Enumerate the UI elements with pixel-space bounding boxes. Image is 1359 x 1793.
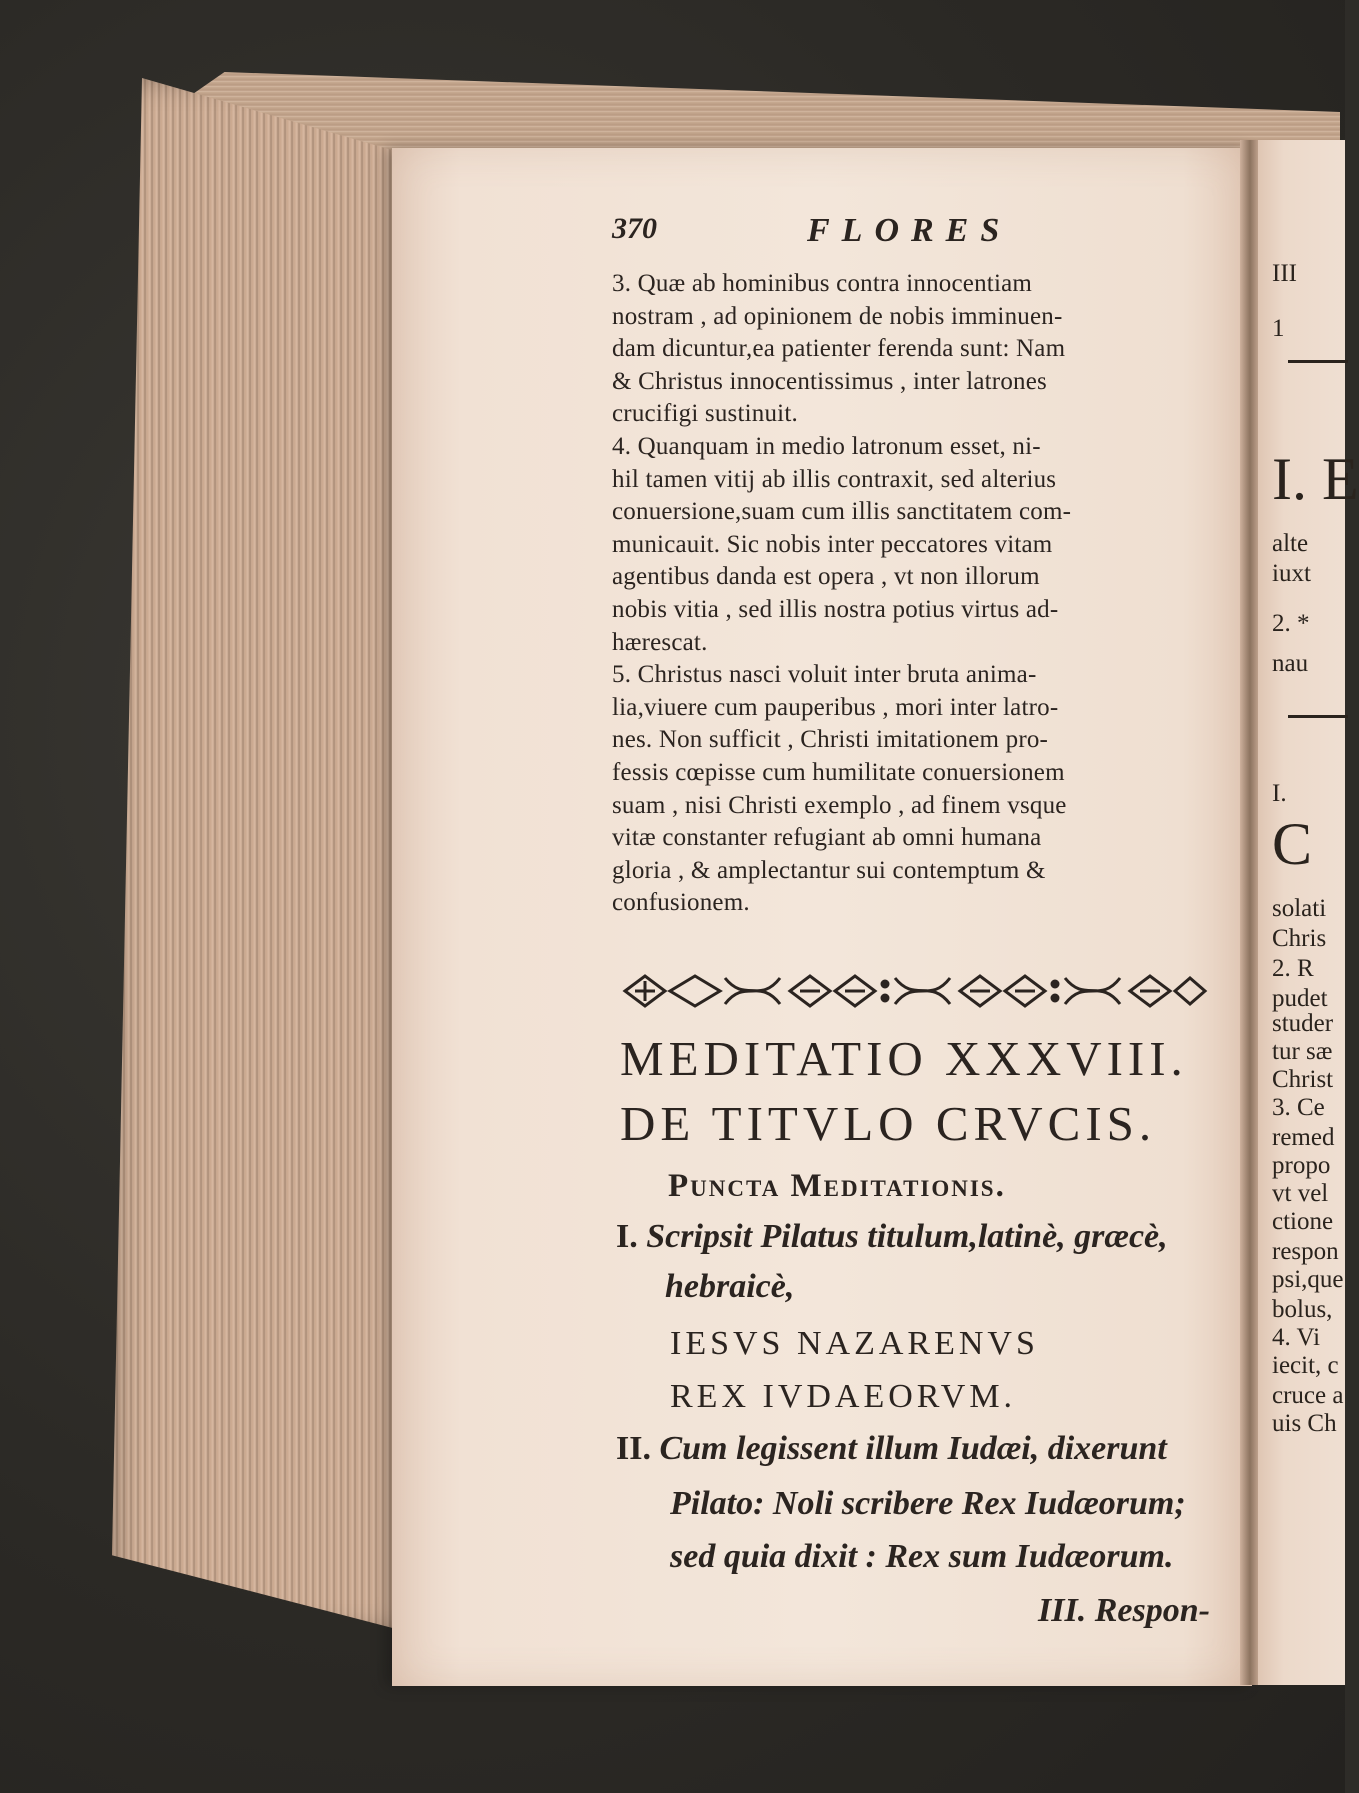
facing-page-fragment: nau xyxy=(1272,650,1309,677)
facing-page-fragment: 2. * xyxy=(1272,610,1310,637)
body-line: confusionem. xyxy=(612,889,750,917)
point-number: I. xyxy=(616,1218,647,1255)
facing-page-fragment: I. xyxy=(1272,780,1287,807)
body-line: suam , nisi Christi exemplo , ad finem vsque xyxy=(612,791,1067,819)
body-line: municauit. Sic nobis inter peccatores vitam xyxy=(612,530,1053,558)
body-line: agentibus danda est opera , vt non illorum xyxy=(612,563,1040,591)
facing-page-fragment: Christ xyxy=(1272,1066,1334,1093)
body-line: nobis vitia , sed illis nostra potius virtus ad- xyxy=(612,596,1059,623)
body-line: & Christus innocentissimus , inter latrones xyxy=(612,367,1047,395)
body-line: 4. Quanquam in medio latronum esset, ni- xyxy=(612,433,1041,460)
body-line: hærescat. xyxy=(612,628,708,656)
facing-page-fragment: Chris xyxy=(1272,925,1327,952)
facing-page xyxy=(1258,140,1359,1685)
facing-page-fragment: III xyxy=(1272,260,1297,287)
book-page-edges xyxy=(112,78,412,1633)
facing-page-fragment: 3. Ce xyxy=(1272,1094,1325,1121)
puncta-heading: Puncta Meditationis. xyxy=(668,1168,1006,1204)
point-number: II. xyxy=(616,1430,660,1467)
body-line: hil tamen vitij ab illis contraxit, sed alterius xyxy=(612,465,1057,493)
body-line: crucifigi sustinuit. xyxy=(612,400,798,428)
body-line: 5. Christus nasci voluit inter bruta anima- xyxy=(612,661,1037,689)
facing-page-fragment: remed xyxy=(1272,1124,1335,1151)
body-line: lia,viuere cum pauperibus , mori inter latro- xyxy=(612,693,1059,721)
facing-page-fragment: C xyxy=(1272,811,1313,877)
body-line: gloria , & amplectantur sui contemptum & xyxy=(612,856,1046,884)
point-line xyxy=(616,1430,1167,1468)
facing-page-rule xyxy=(1288,715,1348,718)
facing-page-fragment: uis Ch xyxy=(1272,1410,1337,1437)
point-text: III. Respon- xyxy=(1038,1592,1210,1629)
page-number: 370 xyxy=(612,212,657,245)
facing-page-rule xyxy=(1288,360,1348,363)
body-line: dam dicuntur,ea patienter ferenda sunt: Nam xyxy=(612,335,1066,363)
facing-page-fragment: 1 xyxy=(1272,315,1285,342)
body-line: 3. Quæ ab hominibus contra innocentiam xyxy=(612,270,1033,297)
facing-page-fragment: iecit, c xyxy=(1272,1352,1339,1379)
point-text: Pilato: Noli scribere Rex Iudæorum; xyxy=(670,1485,1186,1522)
point-text: REX IVDAEORVM. xyxy=(670,1378,1017,1415)
body-line: conuersione,suam cum illis sanctitatem com- xyxy=(612,498,1072,526)
book-gutter xyxy=(1240,140,1260,1685)
facing-page-fragment: tur sæ xyxy=(1272,1038,1333,1065)
facing-page-fragment: psi,que xyxy=(1272,1266,1344,1293)
point-line xyxy=(670,1485,1186,1523)
facing-page-fragment: bolus, xyxy=(1272,1296,1333,1323)
running-head: FLORES xyxy=(807,212,1012,249)
point-line xyxy=(616,1218,1168,1256)
facing-page-fragment: respon xyxy=(1272,1238,1339,1265)
facing-page-fragment: cruce a xyxy=(1272,1382,1344,1409)
point-text: sed quia dixit : Rex sum Iudæorum. xyxy=(670,1538,1174,1575)
facing-page-fragment: iuxt xyxy=(1272,560,1311,587)
facing-page-fragment: alte xyxy=(1272,530,1309,557)
point-text: IESVS NAZARENVS xyxy=(670,1325,1039,1362)
point-line xyxy=(670,1538,1173,1576)
body-line: fessis cœpisse cum humilitate conuersionem xyxy=(612,759,1065,786)
point-line xyxy=(665,1268,794,1306)
point-line xyxy=(670,1325,1039,1363)
facing-page-fragment: 2. R xyxy=(1272,955,1314,982)
facing-page-fragment: propo xyxy=(1272,1152,1331,1179)
point-line xyxy=(670,1378,1016,1416)
facing-page-fragment: pudet xyxy=(1272,985,1328,1012)
meditation-title: MEDITATIO XXXVIII. xyxy=(620,1031,1188,1086)
point-text: Cum legissent illum Iudæi, dixerunt xyxy=(659,1430,1167,1467)
meditation-subtitle: DE TITVLO CRVCIS. xyxy=(620,1096,1157,1151)
body-line: nes. Non sufficit , Christi imitationem pro- xyxy=(612,726,1049,754)
body-line: vitæ constanter refugiant ab omni humana xyxy=(612,824,1042,852)
facing-page-fragment: 4. Vi xyxy=(1272,1324,1321,1351)
facing-page-fragment: vt vel xyxy=(1272,1180,1329,1207)
body-line: nostram , ad opinionem de nobis imminuen- xyxy=(612,302,1063,330)
facing-page-fragment: ctione xyxy=(1272,1208,1334,1235)
point-line xyxy=(1038,1592,1210,1630)
point-text: hebraicè, xyxy=(665,1268,795,1305)
facing-page-fragment: solati xyxy=(1272,895,1327,922)
point-text: Scripsit Pilatus titulum,latinè, græcè, xyxy=(646,1218,1168,1255)
ornament-divider xyxy=(620,968,1210,1014)
facing-page-fragment: I. E xyxy=(1272,446,1359,512)
page-header xyxy=(612,212,1212,252)
facing-page-fragment: studer xyxy=(1272,1010,1334,1037)
